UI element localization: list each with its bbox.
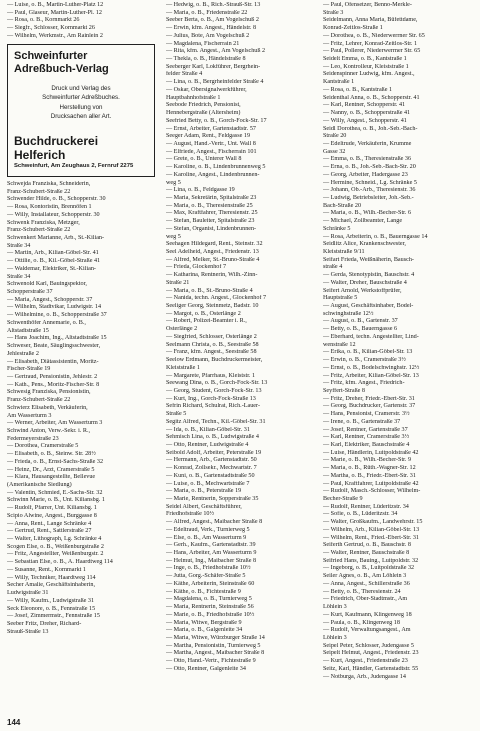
directory-entry: — Käthe, Arbeiterin, Steinstraße 60 bbox=[166, 580, 255, 587]
ad-printer-name: Buchdruckerei Helferich bbox=[14, 133, 99, 162]
directory-entry: — Wilhelm, Arb., Kilian-Göbel-Str. 13 bbox=[323, 526, 420, 533]
column-2 bbox=[166, 2, 314, 674]
directory-entry: — Josef, Zimmermstr., Fennstraße 15 bbox=[7, 613, 100, 620]
directory-entry: Seeberger Karl, Lokführer, Bergrhein- bbox=[166, 63, 261, 70]
directory-entry: — Thekla, o. B., Händelstraße 8 bbox=[166, 56, 246, 63]
directory-entry: — Kurt, Angest., Friedenstraße 23 bbox=[323, 658, 408, 665]
directory-entry: Seefried Betty, o. B., Gorch-Fock-Str. 17 bbox=[166, 117, 267, 124]
directory-entry: — Erika, o. B., Kilian-Göbel-Str. 13 bbox=[323, 349, 413, 356]
directory-entry: Seifried Hans, Bauing., Luitpoldstr. 32 bbox=[323, 557, 419, 564]
directory-entry: — Sofie, o. B., Lüderitzstr. 34 bbox=[323, 511, 398, 518]
directory-entry: Seibold Adolf, Arbeiter, Peterstraße 19 bbox=[166, 449, 262, 456]
directory-entry: — Alfred, Melker, St.-Bruno-Straße 4 bbox=[166, 256, 260, 263]
directory-entry: — Rudolf, Pfarrer, Unt. Kiliansbg. 1 bbox=[7, 505, 97, 512]
directory-entry: — Erwin, kfm. Angest., Händelstr. 8 bbox=[166, 25, 257, 32]
column-3 bbox=[323, 2, 473, 681]
directory-entry: — Kuni, o. B., Gartenstadtstraße 50 bbox=[166, 472, 255, 479]
directory-entry: Straße 34 bbox=[7, 273, 31, 280]
directory-entry: Federmeyerstraße 23 bbox=[7, 435, 59, 442]
directory-entry: — Fritz, Angestellter, Weißenburgstr. 2 bbox=[7, 551, 104, 558]
directory-entry: — Kurt, Ing., Gorch-Fock-Straße 13 bbox=[166, 395, 256, 402]
directory-entry: schwinghstraße 12½ bbox=[323, 310, 374, 317]
directory-entry: — Paula, o. B., Klingenweg 18 bbox=[323, 619, 400, 626]
directory-entry: — Ernst, Arbeiter, Gartenstadtstr. 57 bbox=[166, 125, 256, 132]
directory-entry: — Waldemar, Elektriker, St.-Kilian- bbox=[7, 265, 96, 272]
directory-entry: Bach-Straße 20 bbox=[323, 202, 362, 209]
directory-entry: — Robert, Polizei-Beamter i. R., bbox=[166, 318, 247, 325]
directory-entry: — Michael, Zollbeamter, Lange bbox=[323, 218, 403, 225]
directory-entry: — Maria, Witwe, Würzburger Straße 14 bbox=[166, 634, 265, 641]
directory-entry: Jehlestraße 2 bbox=[7, 350, 39, 357]
directory-entry: — Siegfr., Schlosser, Kornmarkt 26 bbox=[7, 25, 95, 32]
directory-entry: Straße 20 bbox=[323, 133, 347, 140]
directory-entry: — Betty, o. B., Theresienstr. 24 bbox=[323, 588, 401, 595]
directory-entry: Seidlitz Alice, Krankenschwester, bbox=[323, 241, 406, 248]
directory-entry: — Hans Joachim, Ing., Altstadtstraße 15 bbox=[7, 335, 107, 342]
directory-entry: Schwinn Marie, o. B., Unt. Kiliansbg. 1 bbox=[7, 497, 105, 504]
directory-entry: — Marie, o. B., Wilh.-Becher-Str. 9 bbox=[323, 457, 412, 464]
directory-entry: Seifert Arnold, Werkstoffprüfer, bbox=[323, 287, 402, 294]
directory-entry: — Rita, kfm. Angest., Am Vogelschuß 2 bbox=[166, 48, 266, 55]
directory-entry: — Fritz, Arbeiter, Kilian-Göbel-Str. 13 bbox=[323, 372, 419, 379]
column-1-bottom-entries bbox=[7, 181, 155, 636]
directory-entry: Seel Adelheid, Angest., Friedenstr. 13 bbox=[166, 249, 259, 255]
directory-entry: Seyffert-Straße 8 bbox=[323, 387, 366, 394]
directory-entry: — Emma, o. B., Theresienstraße 36 bbox=[323, 156, 412, 163]
directory-entry: Seewang Dina, o. B., Gorch-Fock-Str. 13 bbox=[166, 380, 268, 387]
directory-entry: — Magdalena, Fischerrain 21 bbox=[166, 40, 240, 47]
directory-entry: — Josef, Rentner, Gartenstraße 37 bbox=[323, 426, 408, 433]
directory-entry: — Rudolf, Masch.-Schlosser, Wilhelm- bbox=[323, 488, 421, 495]
directory-entry: — Karoline, Angest., Lindenbrunnen- bbox=[166, 171, 260, 178]
directory-entry: — August, Geschäftsinhaber, Bodel- bbox=[323, 303, 414, 310]
directory-entry: — Rosa, Arbeiterin, o. B., Bauerngasse 14 bbox=[323, 233, 428, 240]
directory-entry: — Maria, o. B., Theresienstraße 25 bbox=[166, 202, 253, 209]
directory-entry: Franz-Schubert-Straße 22 bbox=[7, 227, 71, 234]
directory-entry: Seeber Berta, o. B., Am Vogelschuß 2 bbox=[166, 17, 259, 24]
directory-entry: Seidenspinner Ludwig, kfm. Angest., bbox=[323, 71, 415, 78]
directory-entry: Schweser, Beate, Säuglingsschwester, bbox=[7, 343, 101, 350]
directory-entry: — Magdalena, o. B., Turnierweg 5 bbox=[166, 596, 252, 603]
directory-entry: Schwind Anton, Verw.-Sekr. i. R., bbox=[7, 427, 91, 434]
directory-entry: — Margot, o. B., Osterlänge 2 bbox=[166, 310, 241, 317]
directory-entry: Am Wasserturm 3 bbox=[7, 412, 52, 419]
directory-entry: Schwenold Karl, Bauingspektor, bbox=[7, 281, 87, 288]
directory-entry: Schwierz Elisabeth, Verkäuferin, bbox=[7, 404, 88, 411]
directory-entry: Seidelt Emma, o. B., Kantstraße 1 bbox=[323, 56, 407, 63]
directory-entry: Schwender Hilde, o. B., Schopperstr. 30 bbox=[7, 196, 106, 203]
directory-entry: — Stefan, Bauleiter, Spitalstraße 23 bbox=[166, 218, 255, 225]
directory-entry: Ludwigstraße 31 bbox=[7, 590, 49, 597]
directory-entry: — Frieda, o. B., Ernst-Sachs-Straße 32 bbox=[7, 458, 104, 465]
directory-entry: — Ernst, o. B., Bodelschwinghstr. 12½ bbox=[323, 364, 420, 371]
directory-entry: Konrad-Zeitlos-Straße 1 bbox=[323, 25, 383, 32]
directory-entry: — Maria, o. B., Wilh.-Becher-Str. 6 bbox=[323, 210, 412, 217]
directory-entry: — Maria, Witwe, Bergstraße 9 bbox=[166, 619, 242, 626]
directory-entry: — Hans, Pensionist, Cramerstr. 3½ bbox=[323, 411, 410, 418]
directory-entry: — Alfred, Angest., Maibacher Straße 8 bbox=[166, 519, 263, 526]
directory-entry: — Georg, Student, Gorch-Fock-Str. 13 bbox=[166, 387, 262, 394]
directory-entry: — Hermann, Arb., Gartenstadtstr. 50 bbox=[166, 457, 257, 464]
directory-entry: Becher-Straße 9 bbox=[323, 496, 363, 502]
directory-entry: — Hans, Arbeiter, Am Wasserturm 9 bbox=[166, 550, 257, 557]
directory-entry: — Margarete, Pfarrhaus, Kleiststr. 1 bbox=[166, 372, 256, 379]
directory-entry: Osterlänge 2 bbox=[166, 326, 198, 333]
directory-entry: — Paul, Ofensetzer, Benno-Merkle- bbox=[323, 2, 412, 8]
ad-title-line1: Schweinfurter bbox=[14, 49, 88, 62]
directory-entry: Seeliger Georg, Steinmetz, Badstr. 10 bbox=[166, 303, 259, 310]
directory-entry: Seidl Dorothea, o. B., Joh.-Seb.-Bach- bbox=[323, 125, 418, 132]
directory-entry: — Maria, o. B., St.-Bruno-Straße 4 bbox=[166, 287, 253, 294]
directory-entry: — Martin, Arb., Kilian-Göbel-Str. 41 bbox=[7, 250, 99, 257]
directory-entry: Segitz Alfred, Techn., Kil.-Göbel-Str. 31 bbox=[166, 418, 266, 425]
directory-entry: Schopperstraße 37 bbox=[7, 289, 53, 296]
directory-entry: — Else, o. B., Am Wasserturm 9 bbox=[166, 534, 247, 541]
directory-entry: — Valentin, Schmied, E.-Sachs-Str. 32 bbox=[7, 489, 103, 496]
directory-entry: felder Straße 4 bbox=[166, 71, 203, 78]
directory-entry: — Walter, Rentner, Bauschstraße 8 bbox=[323, 550, 410, 557]
directory-entry: Seeber Fritz, Dreher, Richard- bbox=[7, 620, 82, 627]
directory-entry: — Grete, o. B., Unterer Wall 8 bbox=[166, 156, 242, 163]
directory-entry: Schwenthöfer Annemarie, o. B., bbox=[7, 319, 86, 326]
directory-entry: Schwesig Franziska, Pensionistin, bbox=[7, 389, 91, 396]
directory-entry: — Dorothea, Cramerstraße 5 bbox=[7, 443, 79, 450]
directory-entry: Straße 5 bbox=[166, 411, 187, 418]
directory-entry: Sefrin Richard, Schulrat, Rich.-Lauer- bbox=[166, 403, 261, 410]
directory-entry: — Karl, Rentner, Schopperstr. 41 bbox=[323, 102, 406, 109]
directory-entry: — Willy, Techniker, Haardtweg 114 bbox=[7, 574, 96, 581]
directory-entry: Seipelt Helmut, Angest., Friedenstr. 23 bbox=[323, 650, 419, 657]
directory-entry: — Luise, o. B., Martin-Luther-Platz 12 bbox=[7, 2, 104, 8]
directory-entry: — Erna, o. B., Joh.-Seb.-Bach-Str. 20 bbox=[323, 164, 416, 171]
directory-entry: — Marie, Rentnerin, Sopperstraße 35 bbox=[166, 496, 259, 502]
directory-entry: — Rosa, Kontoristin, Brennöfen 1 bbox=[7, 204, 92, 211]
directory-entry: Seelmann Christa, o. B., Seestraße 58 bbox=[166, 341, 259, 348]
directory-entry: Seeger Adam, Rent., Feldgasse 19 bbox=[166, 133, 251, 140]
directory-entry: Seelow Erdmann, Buchdruckermeister, bbox=[166, 357, 263, 364]
directory-entry: Strauß-Straße 13 bbox=[7, 628, 49, 635]
directory-entry: — Inge, o. B., Friedhofstraße 10½ bbox=[166, 565, 251, 572]
directory-entry: Scipio Alwine, Angest., Burggasse 8 bbox=[7, 512, 97, 519]
directory-entry: — Walter, Lithograph, Lg. Schränke 4 bbox=[7, 536, 102, 543]
directory-entry: — Wilhelm, Werkmstr., Am Rainlein 2 bbox=[7, 32, 103, 39]
column-1-top-entries bbox=[7, 2, 155, 41]
directory-entry: — Helmut, Ing., Maibacher Straße 8 bbox=[166, 557, 257, 564]
directory-entry: Sehmisch Lina, o. B., Ludwigstraße 4 bbox=[166, 434, 259, 441]
directory-entry: Hauptstraße 5 bbox=[323, 295, 358, 302]
directory-entry: wenstraße 12 bbox=[323, 341, 356, 348]
directory-entry: — Wilhelmine, o. B., Schopperstraße 37 bbox=[7, 312, 107, 319]
directory-entry: — Paul, Glaseur, Martin-Luther-Pl. 12 bbox=[7, 9, 102, 16]
directory-entry: — Elfriede, Angest., Fischerrain 101 bbox=[166, 148, 257, 155]
directory-entry: — Eberhard, techn. Angestellter, Lind- bbox=[323, 333, 419, 340]
directory-entry: — Jutta, Gorg.-Schäfer-Straße 5 bbox=[166, 573, 246, 580]
directory-entry: — Kath., Pens., Moritz-Fischer-Str. 8 bbox=[7, 381, 100, 388]
directory-entry: — Maria, o. B., Rüth.-Wagner-Str. 12 bbox=[323, 465, 416, 472]
directory-entry: — Edeltraud, Verk., Turnierweg 5 bbox=[166, 526, 250, 533]
directory-entry: Straße 34 bbox=[7, 242, 31, 249]
ad-services bbox=[14, 84, 148, 122]
directory-entry: — Elisabeth, Diätassistentin, Moritz- bbox=[7, 358, 99, 365]
directory-entry: — Wilhelm, Stadtvikar, Ludwigstr. 14 bbox=[7, 304, 102, 311]
directory-entry: Straße 3 bbox=[323, 9, 344, 16]
directory-entry: Löhlein 3 bbox=[323, 604, 347, 611]
directory-entry: Seck Eleonore, o. B., Fennstraße 15 bbox=[7, 605, 96, 612]
directory-entry: (Amerikanische Siedlung) bbox=[7, 482, 72, 488]
directory-entry: — Hedwig, o. B., Rich.-Strauß-Str. 13 bbox=[166, 2, 261, 8]
ad-title-line2: Adreßbuch-Verlag bbox=[14, 62, 109, 75]
directory-entry: straße 4 bbox=[323, 264, 343, 271]
directory-entry: Seipel Peter, Schlosser, Judengasse 5 bbox=[323, 642, 414, 649]
directory-entry: Schwenk Franziska, Metzger, bbox=[7, 219, 80, 226]
directory-entry: Seehagen Hildegard, Rent., Steinstr. 32 bbox=[166, 241, 263, 248]
directory-entry: — Luise, o. B., Mechwartstraße 7 bbox=[166, 480, 250, 487]
directory-entry: Franz-Schubert-Straße 22 bbox=[7, 188, 71, 195]
directory-entry: — Leo, Kontrolleur, Kleiststraße 1 bbox=[323, 63, 409, 70]
directory-entry: — Rosa, o. B., Kantstraße 1 bbox=[323, 86, 393, 93]
directory-entry: — Hermine, Schneid., Lg. Schränke 5 bbox=[323, 179, 417, 186]
directory-entry: — Elisabeth, o. B., Steinw. Str. 28½ bbox=[7, 451, 96, 458]
directory-entry: — Fritz, Dreher, Friedr.-Ebert-Str. 31 bbox=[323, 395, 415, 402]
directory-entry: — Luise, Händlerin, Luitpoldstraße 42 bbox=[323, 449, 419, 456]
directory-entry: — Georg, Buchdrucker, Gartenstr. 37 bbox=[323, 403, 416, 410]
directory-entry: — Dorothea, o. B., Niederwerrner Str. 65 bbox=[323, 32, 425, 39]
directory-entry: — Heinz, Dr., Arzt, Cramerstraße 5 bbox=[7, 466, 95, 473]
directory-entry: — Maria, o. B., Friedenstraße 22 bbox=[166, 9, 248, 16]
directory-entry: Hennebergstraße (Altersheim) bbox=[166, 110, 241, 117]
directory-entry: — Maria, o. B., Galgenleite 34 bbox=[166, 627, 243, 634]
directory-entry: Scogen Else, o. B., Weißenburgstraße 2 bbox=[7, 543, 104, 550]
directory-entry: — Maria, Sekretärin, Spitalstraße 23 bbox=[166, 194, 257, 201]
directory-entry: — Susanne, Rent., Kornmarkt 1 bbox=[7, 566, 86, 573]
directory-entry: — Katharina, Rentnerin, Wilh.-Zinn- bbox=[166, 272, 258, 279]
directory-entry: — Martha, Pensionistin, Turnierweg 5 bbox=[166, 642, 261, 649]
directory-entry: — Gertraud, Pensionistin, Jehlestr. 2 bbox=[7, 373, 98, 380]
directory-entry: — Fritz, kfm. Angest., Friedrich- bbox=[323, 380, 405, 387]
directory-entry: — Otto, Rentner, Galgenleite 34 bbox=[166, 665, 246, 672]
ad-service-line: Drucksachen aller Art. bbox=[50, 113, 112, 121]
directory-entry: Seebode Friedrich, Pensionist, bbox=[166, 102, 241, 109]
directory-entry: — Otto, Hand.-Vertr., Fichtestraße 9 bbox=[166, 658, 256, 665]
directory-entry: — Franz, kfm. Angest., Seestraße 58 bbox=[166, 349, 257, 356]
column-1 bbox=[7, 2, 155, 636]
publisher-advertisement bbox=[7, 44, 155, 177]
directory-entry: Altstadtstraße 15 bbox=[7, 327, 49, 334]
directory-entry: — Julius, Bote, Am Vogelschuß 2 bbox=[166, 32, 250, 39]
directory-entry: — Frieda, Glockenhof 7 bbox=[166, 264, 227, 271]
directory-entry: Kleiststraße 1 bbox=[166, 364, 200, 371]
directory-entry: — Edeltrude, Verkäuferin, Krumme bbox=[323, 140, 412, 147]
directory-entry: — Willy, Kaufm., Ludwigstraße 31 bbox=[7, 597, 95, 604]
directory-entry: — Gertrud, Rent., Sattlerstraße 27 bbox=[7, 528, 92, 535]
directory-entry: — Werner, Arbeiter, Am Wasserturm 3 bbox=[7, 420, 103, 427]
directory-entry: — Konrad, Zollsekr., Mechwartstr. 7 bbox=[166, 465, 257, 472]
directory-entry: — Sebastian Else, o. B., A. Haardtweg 114 bbox=[7, 559, 113, 566]
directory-entry: — Martha, Angest., Maibacher Straße 8 bbox=[166, 650, 265, 657]
directory-entry: — Notburga, Arb., Judengasse 14 bbox=[323, 673, 406, 680]
directory-entry: Seidenthal Anna, o. B., Schopperstr. 41 bbox=[323, 94, 420, 101]
directory-entry: — Gerda, Stenotypistin, Bauschstr. 4 bbox=[323, 272, 415, 279]
directory-entry: — Wilhelm, Rent., Fried.-Ebert-Str. 31 bbox=[323, 534, 420, 541]
directory-entry: — Martha, o. B., Friedr.-Ebert-Str. 31 bbox=[323, 472, 416, 479]
directory-entry: Friedhofstraße 10½ bbox=[166, 511, 215, 518]
directory-entry: — Ottilie, o. B., Kil.-Göbel-Straße 41 bbox=[7, 258, 101, 265]
directory-entry: — Ingeborg, o. B., Luitpoldstraße 32 bbox=[323, 565, 415, 572]
ad-printer-address: Schweinfurt, Am Zeughaus 2, Fernruf 2275 bbox=[14, 162, 134, 169]
directory-entry: — Irene, o. B., Gartenstraße 37 bbox=[323, 418, 401, 425]
directory-entry: — Maria, o. B., Peterstraße 19 bbox=[166, 488, 242, 495]
directory-entry: — Stefan, Organist, Lindenbrunnen- bbox=[166, 225, 257, 232]
directory-entry: Kantstraße 1 bbox=[323, 79, 355, 86]
directory-entry: Seidelmann, Anna Maria, Büfettdame, bbox=[323, 17, 418, 24]
directory-entry: — Paul, Pollerer, Niederwerrner Str. 65 bbox=[323, 48, 421, 55]
directory-entry: Seidel Albert, Geschäftsführer, bbox=[166, 503, 242, 510]
directory-entry: — Betty, o. B., Bauerngasse 6 bbox=[323, 326, 398, 333]
directory-entry: Seiler Agnes, o. B., Am Löhlein 3 bbox=[323, 573, 407, 580]
directory-entry: Schwejda Franziska, Schneiderin, bbox=[7, 180, 91, 187]
directory-entry: — Gerh., Kaufm., Gartenstadtstr. 39 bbox=[166, 542, 256, 549]
directory-entry: Seiferth Gertrud, o. B., Bauschstr. 8 bbox=[323, 542, 412, 549]
directory-entry: Seifart Frieda, Weißnäherin, Bausch- bbox=[323, 256, 414, 263]
directory-entry: — Lina, o. B., Feldgasse 19 bbox=[166, 187, 235, 194]
directory-entry: — Käthe, o. B., Fichtestraße 9 bbox=[166, 588, 241, 595]
directory-entry: weg 5 bbox=[166, 233, 181, 240]
directory-entry: — Johann, Ob.-Arb., Theresienstr. 36 bbox=[323, 187, 416, 194]
directory-entry: — Karoline, o. B., Lindenbrunnenweg 5 bbox=[166, 164, 266, 171]
directory-entry: — Paul, Kraftfahrer, Luitpoldstraße 42 bbox=[323, 480, 419, 487]
directory-entry: — Fritz, Lehrer, Konrad-Zeitlos-Str. 1 bbox=[323, 40, 418, 47]
directory-entry: — August, o. B., Gartenstr. 37 bbox=[323, 318, 398, 325]
directory-entry: — Rosa, o. B., Kornmarkt 26 bbox=[7, 17, 80, 24]
directory-entry: — Nanny, o. B., Schopperstraße 41 bbox=[323, 110, 411, 117]
directory-entry: — Georg, Arbeiter, Hadergasse 23 bbox=[323, 171, 408, 178]
directory-entry: Hauptbahnhofstraße 1 bbox=[166, 94, 221, 101]
directory-entry: — Nanida, techn. Angest., Glockenhof 7 bbox=[166, 295, 267, 302]
directory-entry: — Maria, Rentnerin, Steinstraße 56 bbox=[166, 604, 254, 611]
directory-entry: — Rudolf, Verwaltungsangest., Am bbox=[323, 627, 411, 634]
directory-entry: Schwenkert Marianne, Arb., St.-Kilian- bbox=[7, 235, 105, 241]
directory-entry: — Willy, Angest., Schopperstr. 41 bbox=[323, 117, 407, 124]
directory-entry: — Lina, o. B., Bergrheinfelder Straße 4 bbox=[166, 79, 264, 86]
ad-service-line: Herstellung von bbox=[59, 103, 103, 111]
directory-entry: Schränke 5 bbox=[323, 225, 351, 232]
directory-entry: — Karl, Rentner, Cramerstraße 3½ bbox=[323, 434, 410, 441]
directory-entry: — Maria, Angest., Schopperstr. 37 bbox=[7, 296, 93, 303]
directory-entry: Kleiststraße 9/11 bbox=[323, 249, 365, 255]
directory-entry: — Otto, Rentner, Ludwigstraße 4 bbox=[166, 441, 249, 448]
directory-entry: Straße 21 bbox=[166, 279, 190, 286]
directory-entry: Secher Amalie, Geschäftsinhaberin, bbox=[7, 582, 95, 589]
directory-entry: — Anna, Rent., Lange Schränke 4 bbox=[7, 520, 92, 527]
directory-entry: Löhlein 3 bbox=[323, 634, 347, 641]
directory-entry: Gasse 32 bbox=[323, 148, 346, 155]
directory-entry: Franz-Schubert-Straße 22 bbox=[7, 397, 71, 404]
directory-entry: — Anna, Angest., Schillerstraße 36 bbox=[323, 580, 410, 587]
directory-entry: Fischer-Straße 19 bbox=[7, 366, 51, 373]
page-number: 144 bbox=[7, 718, 21, 727]
directory-entry: — Ida, o. B., Kilian-Göbel-Str. 31 bbox=[166, 426, 250, 433]
directory-entry: — Walter, Dreher, Bauschstraße 4 bbox=[323, 279, 407, 286]
directory-entry: — Walter, Großkaufm., Landwehrstr. 15 bbox=[323, 519, 423, 526]
directory-entry: — August, Hand.-Vertr., Unt. Wall 8 bbox=[166, 140, 256, 147]
directory-entry: weg 5 bbox=[166, 179, 181, 186]
directory-entry: — Marie, o. B., Friedhofstraße 10½ bbox=[166, 611, 255, 618]
ad-service-line: Schweinfurter Adreßbuches. bbox=[42, 94, 120, 102]
directory-entry: — Siegfried, Schlosser, Osterlänge 2 bbox=[166, 333, 257, 340]
directory-entry: — Ludwig, Betriebsleiter, Joh.-Seb.- bbox=[323, 194, 414, 201]
directory-entry: Seitz, Karl, Händler, Gartenstadtstr. 55 bbox=[323, 665, 419, 672]
directory-entry: — Kurt, Kaufmann, Klingenweg 18 bbox=[323, 611, 412, 618]
directory-entry: — Karl, Elektriker, Bauschstraße 4 bbox=[323, 441, 410, 448]
directory-entry: — Willy, Installateur, Schopperstr. 30 bbox=[7, 211, 100, 218]
directory-entry: — Oskar, Obersignalwerkführer, bbox=[166, 86, 247, 93]
directory-entry: — Max, Kraftfahrer, Theresienstr. 25 bbox=[166, 210, 258, 217]
ad-service-line: Druck und Verlag des bbox=[51, 84, 111, 92]
directory-entry: — Klara, Hausangestellte, Bellevue bbox=[7, 474, 96, 481]
directory-entry: — Friedrich, Ober-Stadtmstr., Am bbox=[323, 596, 408, 603]
directory-entry: — Rudolf, Rentner, Lüderitzstr. 34 bbox=[323, 503, 409, 510]
directory-entry: — Erwin, o. B., Cramerstraße 3½ bbox=[323, 357, 406, 364]
